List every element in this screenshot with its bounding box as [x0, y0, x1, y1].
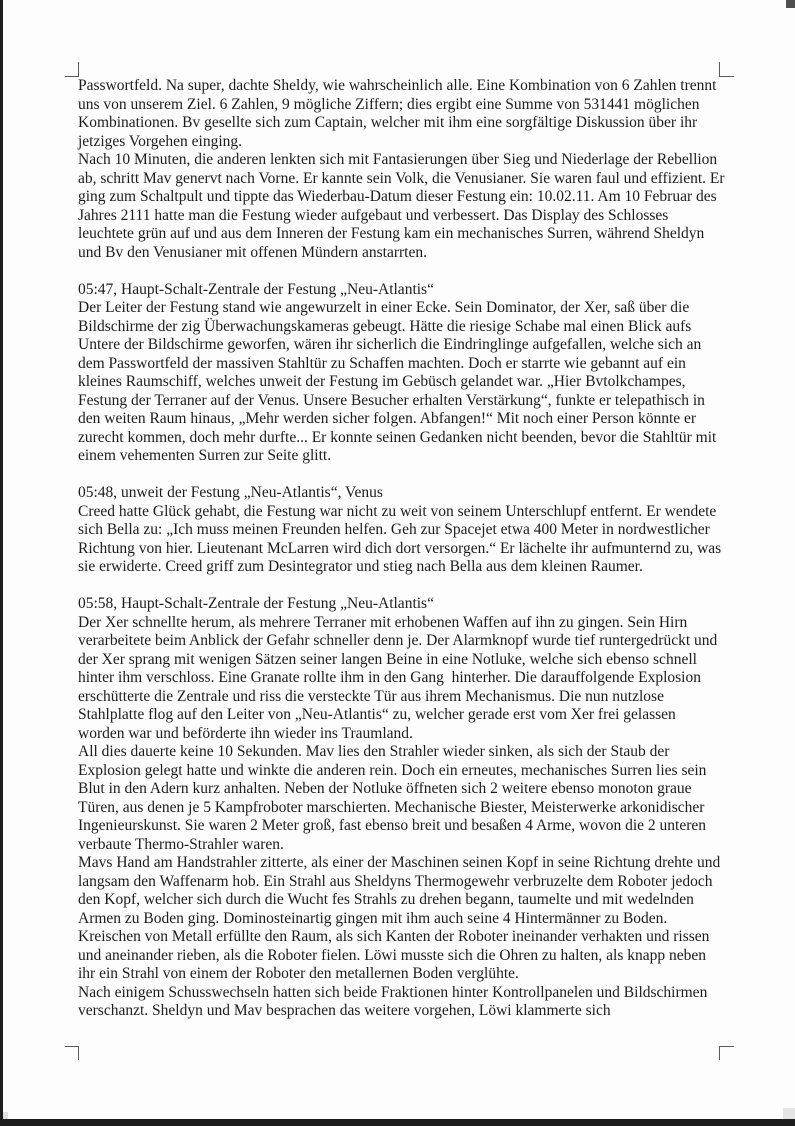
- paragraph: Nach einigem Schusswechseln hatten sich beide Fraktionen hinter Kontrollpanelen und Bildschirmen verschanzt. Sheldyn und Mav besprachen das weitere vorgehen, Löwi klammerte sich: [78, 983, 712, 1019]
- crop-mark-top-left: [65, 62, 79, 77]
- paragraph: Mavs Hand am Handstrahler zitterte, als einer der Maschinen seinen Kopf in seine Richtung drehte und langsam den Waffenarm hob. Ein Strahl aus Sheldyns Thermogewehr verbruzelte dem Roboter jedoch den Kopf, welcher sich durch die Wucht fes Strahls zu drehen begann, taumelte und mit wedelnden Armen zu Boden ging. Dominosteinartig gingen mit ihm auch seine 4 Hintermänner zu Boden. Kreischen von Metall erfüllte den Raum, als sich Kanten der Roboter ineinander verhakten und rissen und aneinander rieben, als die Roboter fielen. Löwi musste sich die Ohren zu halten, als knapp neben ihr ein Strahl von einem der Roboter den metallernen Boden verglühte.: [78, 854, 725, 982]
- scan-notch-bottom-right: [783, 1108, 795, 1119]
- scan-notch-top-right: [786, 0, 795, 8]
- section-heading: 05:58, Haupt-Schalt-Zentrale der Festung „Neu-Atlantis“: [78, 595, 434, 612]
- section-heading: 05:47, Haupt-Schalt-Zentrale der Festung „Neu-Atlantis“: [78, 280, 434, 298]
- crop-mark-bottom-left: [65, 1046, 79, 1060]
- paragraph: Creed hatte Glück gehabt, die Festung war nicht zu weit von seinem Unterschlupf entfernt. Er wendete sich Bella zu: „Ich muss meinen Freunden helfen. Geh zur Spacejet etwa 400 Meter in nordwestlicher Richtung von hier. Lieutenant McLarren wird dich dort versorgen.“ Er lächelte ihr aufmunternd zu, was sie erwiderte. Creed griff zum Desintegrator und stieg nach Bella aus dem kleinen Raumer.: [78, 502, 726, 575]
- paragraph: Passwortfeld. Na super, dachte Sheldy, wie wahrscheinlich alle. Eine Kombination von 6 Zahlen trennt uns von unserem Ziel. 6 Zahlen, 9 mögliche Ziffern; dies ergibt eine Summe von 531441 möglichen Kombinationen. Bv gesellte sich zum Captain, welcher mit ihm eine sorgfältige Diskussion über ihr jetziges Vorgehen einging.: [78, 77, 721, 150]
- crop-mark-bottom-right: [719, 1046, 734, 1060]
- paragraph: Der Leiter der Festung stand wie angewurzelt in einer Ecke. Sein Dominator, der Xer, saß über die Bildschirme der zig Überwachungskameras gebeugt. Hätte die riesige Schabe mal einen Blick aufs Untere der Bildschirme geworfen, wären ihr sicherlich die Eindringlinge aufgefallen, welche sich an dem Passwortfeld der massiven Stahltür zu Schaffen machten. Doch er starrte wie gebannt auf ein kleines Raumschiff, welches unweit der Festung im Gebüsch gelandet war. „Hier Bvtolkchampes, Festung der Terraner auf der Venus. Unsere Besucher erhalten Verstärkung“, funkte er telepathisch in den weiten Raum hinaus, „Mehr werden sicher folgen. Abfangen!“ Mit noch einer Person könnte er zurecht kommen, doch mehr durfte... Er konnte seinen Gedanken nicht beenden, bevor die Stahltür mit einem vehementen Surren zur Seite glitt.: [78, 299, 721, 464]
- crop-mark-top-right: [719, 62, 734, 77]
- scan-edge-bottom: [0, 1119, 795, 1126]
- document-text: [78, 77, 729, 1021]
- scan-edge-left: [0, 0, 3, 1126]
- section-heading: 05:48, unweit der Festung „Neu-Atlantis“, Venus: [78, 484, 383, 501]
- paragraph: All dies dauerte keine 10 Sekunden. Mav lies den Strahler wieder sinken, als sich der Staub der Explosion gelegt hatte und winkte die anderen rein. Doch ein erneutes, mechanisches Surren lies sein Blut in den Adern kurz anhalten. Neben der Notluke öffneten sich 2 weitere ebenso monoton graue Türen, aus denen je 5 Kampfroboter marschierten. Mechanische Biester, Meisterwerke arkonidischer Ingenieurskunst. Sie waren 2 Meter groß, fast ebenso breit und besaßen 4 Arme, wovon die 2 unteren verbaute Thermo-Strahler waren.: [78, 743, 711, 853]
- paragraph: Der Xer schnellte herum, als mehrere Terraner mit erhobenen Waffen auf ihn zu gingen. Sein Hirn verarbeitete beim Anblick der Gefahr schneller denn je. Der Alarmknopf wurde tief runtergedrückt und der Xer sprang mit wenigen Sätzen seiner langen Beine in eine Notluke, welche sich ebenso schnell hinter ihm verschloss. Eine Granate rollte ihm in den Gang hinterher. Die darauffolgende Explosion erschütterte die Zentrale und riss die versteckte Tür aus ihrem Mechanismus. Die nun nutzlose Stahlplatte flog auf den Leiter von „Neu-Atlantis“ zu, welcher gerade erst vom Xer frei gelassen worden war und beförderte ihn wieder ins Traumland.: [78, 613, 722, 742]
- paragraph: Nach 10 Minuten, die anderen lenkten sich mit Fantasierungen über Sieg und Niederlage der Rebellion ab, schritt Mav genervt nach Vorne. Er kannte sein Volk, die Venusianer. Sie waren faul und effizient. Er ging zum Schaltpult und tippte das Wiederbau-Datum dieser Festung ein: 10.02.11. Am 10 Februar des Jahres 2111 hatte man die Festung wieder aufgebaut und verbessert. Das Display des Schlosses leuchtete grün auf und aus dem Inneren der Festung kam ein mechanisches Surren, während Sheldyn und Bv den Venusianer mit offenen Mündern anstarrten.: [78, 151, 729, 261]
